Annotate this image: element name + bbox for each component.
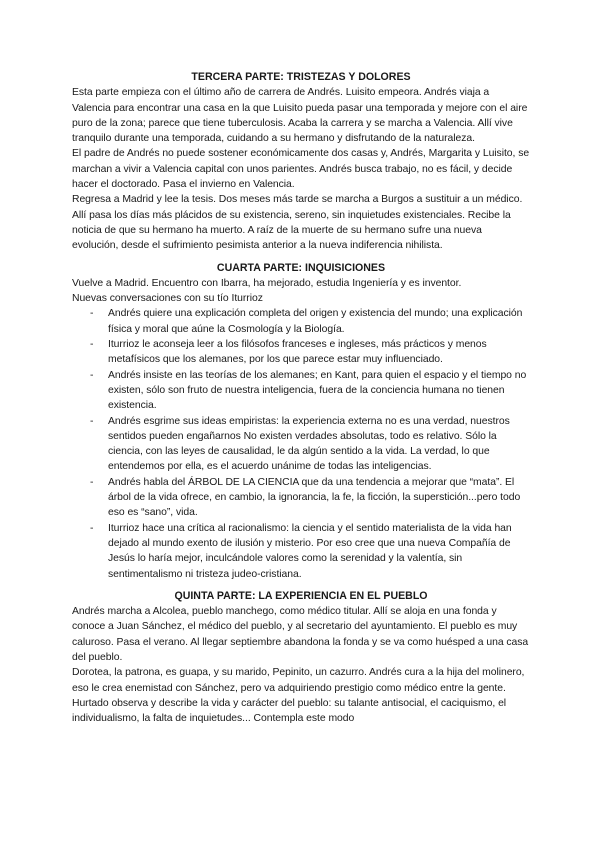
list-item-text: Iturrioz hace una crítica al racionalismo: la ciencia y el sentido materialista de la vida han dejado al mundo exento de ilusión y misterio. Por eso cree que una nueva Compañía de Jesús lo haría mejor, inculcándole valores como la serenidad y la valentía, sin sentimentalismo ni tristeza judeo-cristiana. bbox=[108, 522, 512, 580]
bullet-list bbox=[72, 306, 530, 581]
list-item-text: Andrés habla del ÁRBOL DE LA CIENCIA que da una tendencia a mejorar que “mata”. El árbol de la vida ofrece, en cambio, la ignorancia, la fe, la ficción, la superstición...pero todo eso es “sano”, vida. bbox=[108, 476, 521, 519]
section-title: CUARTA PARTE: INQUISICIONES bbox=[216, 261, 386, 274]
document-page bbox=[72, 70, 530, 726]
list-item bbox=[72, 306, 530, 337]
paragraph: Andrés marcha a Alcolea, pueblo manchego, como médico titular. Allí se aloja en una fonda y conoce a Juan Sánchez, el médico del pueblo, y al secretario del ayuntamiento. El pueblo es muy caluroso. Pasa el verano. Al llegar septiembre abandona la fonda y se va como huésped a una casa del pueblo. bbox=[72, 606, 529, 663]
paragraph: Nuevas conversaciones con su tío Iturrioz bbox=[72, 293, 263, 305]
list-item bbox=[72, 521, 530, 582]
section-tercera-parte bbox=[72, 70, 530, 254]
list-item bbox=[72, 368, 530, 414]
dash-bullet-icon: - bbox=[90, 369, 94, 381]
list-item-text: Iturrioz le aconseja leer a los filósofos franceses e ingleses, más prácticos y menos metafísicos que los alemanes, por los que parece estar muy influenciado. bbox=[108, 339, 487, 366]
dash-bullet-icon: - bbox=[90, 476, 94, 488]
section-quinta-parte bbox=[72, 589, 530, 727]
paragraph: Esta parte empieza con el último año de carrera de Andrés. Luisito empeora. Andrés viaja a Valencia para encontrar una casa en la que Luisito pueda pasar una temporada y mejore con el aire puro de la zona; parece que tiene tuberculosis. Acaba la carrera y se marcha a Valencia. Allí vive tranquilo durante una temporada, cuidando a su hermano y disfrutando de la naturaleza. bbox=[72, 87, 528, 145]
dash-bullet-icon: - bbox=[90, 339, 94, 351]
list-item-text: Andrés quiere una explicación completa del origen y existencia del mundo; una explicación física y moral que aúne la Cosmología y la Biología. bbox=[108, 308, 523, 335]
list-item bbox=[72, 414, 530, 475]
section-title: TERCERA PARTE: TRISTEZAS Y DOLORES bbox=[191, 71, 411, 83]
paragraph: Dorotea, la patrona, es guapa, y su marido, Pepinito, un cazurro. Andrés cura a la hija del molinero, eso le crea enemistad con Sánchez, pero va adquiriendo prestigio como médico entre la gente. Hurtado observa y describe la vida y carácter del pueblo: su talante antisocial, el caciquismo, el individualismo, la falta de inquietudes... Contempla este modo bbox=[72, 667, 525, 725]
dash-bullet-icon: - bbox=[90, 308, 94, 320]
list-item bbox=[72, 337, 530, 368]
dash-bullet-icon: - bbox=[90, 522, 94, 534]
list-item bbox=[72, 475, 530, 521]
paragraph: El padre de Andrés no puede sostener económicamente dos casas y, Andrés, Margarita y Luisito, se marchan a vivir a Valencia capital con unos parientes. Andrés busca trabajo, no es fácil, y decide hacer el doctorado. Pasa el invierno en Valencia. bbox=[72, 148, 530, 191]
list-item-text: Andrés esgrime sus ideas empiristas: la experiencia externa no es una verdad, nuestros sentidos pueden engañarnos No existen verdades absolutas, todo es relativo. Sólo la ciencia, con las leyes de causalidad, le da algún sentido a la vida. La verdad, lo que entendemos por ella, es el acuerdo unánime de todas las inteligencias. bbox=[108, 415, 510, 473]
paragraph: Vuelve a Madrid. Encuentro con Ibarra, ha mejorado, estudia Ingeniería y es inventor. bbox=[72, 277, 462, 289]
dash-bullet-icon: - bbox=[90, 415, 94, 427]
paragraph: Regresa a Madrid y lee la tesis. Dos meses más tarde se marcha a Burgos a sustituir a un médico. Allí pasa los días más plácidos de su existencia, sereno, sin inquietudes existenciales. Recibe la noticia de que su hermano ha muerto. A raíz de la muerte de su hermano sufre una nueva evolución, desde el sufrimiento pesimista anterior a la nueva indiferencia nihilista. bbox=[72, 194, 523, 252]
list-item-text: Andrés insiste en las teorías de los alemanes; en Kant, para quien el espacio y el tiempo no existen, sólo son fruto de nuestra inteligencia, fuera de la conciencia humana no tienen existencia. bbox=[108, 369, 527, 412]
section-cuarta-parte bbox=[72, 261, 530, 582]
section-title: QUINTA PARTE: LA EXPERIENCIA EN EL PUEBLO bbox=[174, 589, 428, 602]
